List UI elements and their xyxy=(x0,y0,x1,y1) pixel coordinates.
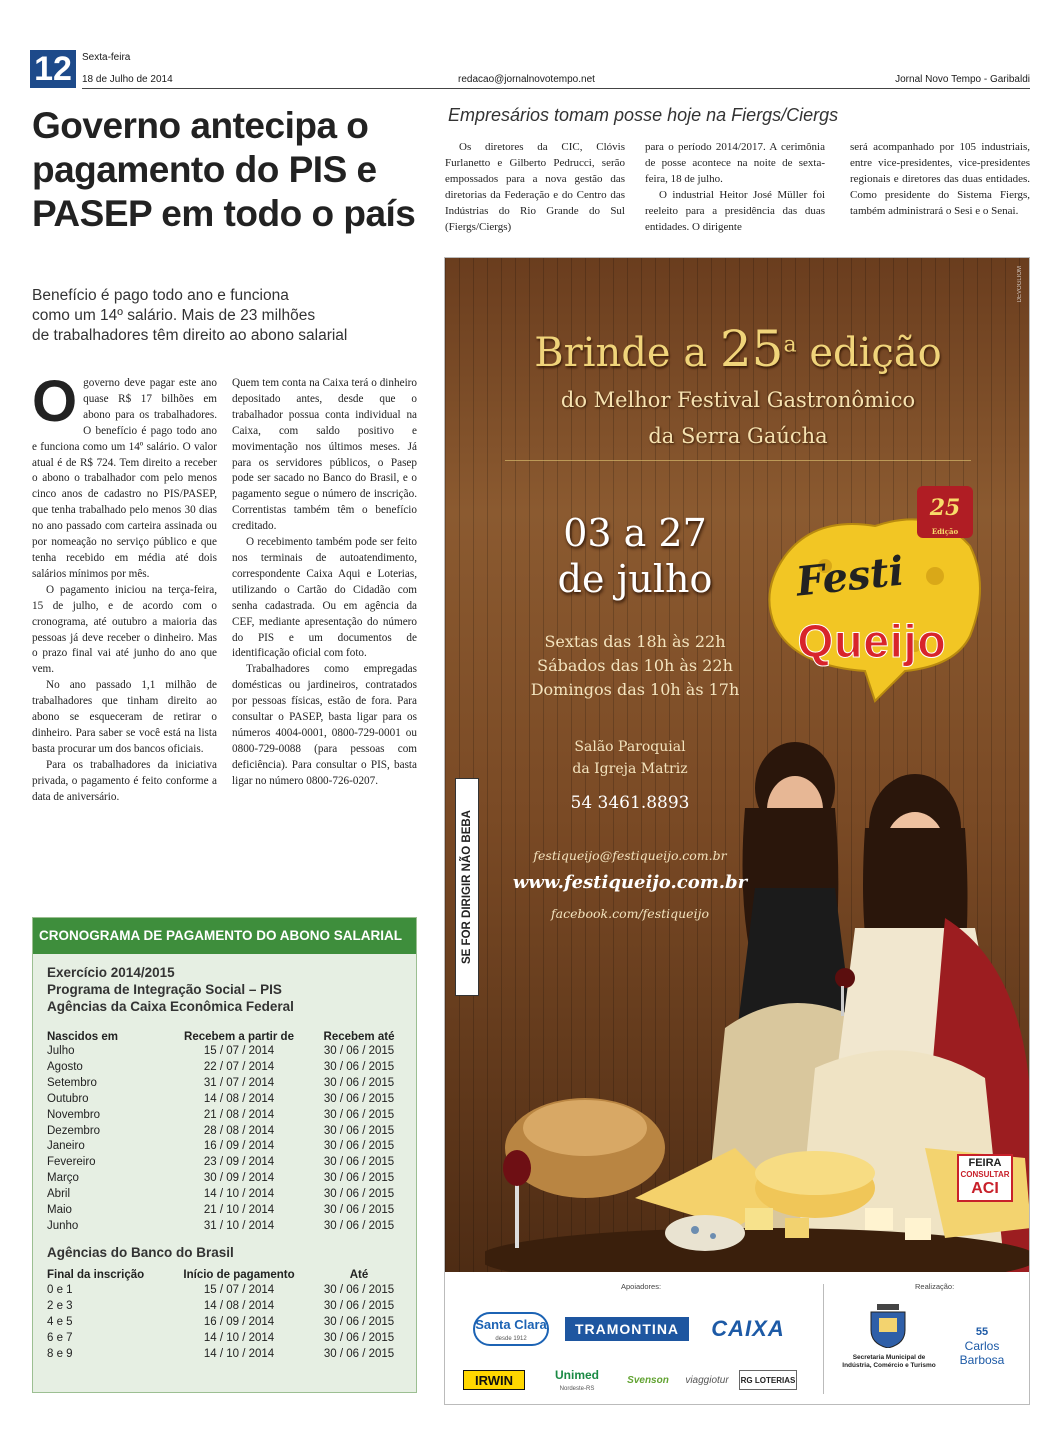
column-header: Nascidos em xyxy=(47,1030,118,1043)
table-row xyxy=(47,1155,409,1171)
ad-dates-line: de julho xyxy=(557,557,713,601)
table-cell: Dezembro xyxy=(47,1124,101,1137)
article-paragraph: Quem tem conta na Caixa terá o dinheiro depositado antes, desde que o trabalhador possua conta individual na Caixa, com saldo positivo e movimentação nos últimos meses. Já para os servidores públicos, o Pasep pode ser sacado no Banco do Brasil, e o pagamento segue o número de inscrição. Correntistas também têm o benefício creditado. xyxy=(232,377,417,533)
ad-credit: DEVOGLIOM xyxy=(1017,266,1023,303)
edition-badge xyxy=(917,486,973,538)
ad-hours-line: Sextas das 18h às 22h xyxy=(544,632,726,651)
feira-seal-text: FEIRA xyxy=(968,1157,1002,1169)
feira-seal xyxy=(957,1154,1013,1202)
pis-table xyxy=(47,1029,409,1235)
ad-subheadline xyxy=(445,382,1030,454)
article-paragraph: No ano passado 1,1 milhão de trabalhadores que tinham direito ao abono se esqueceram de retirar o dinheiro. Para saber se você está na lista basta procurar um dos bancos oficiais. xyxy=(32,679,217,755)
table-cell: 23 / 09 / 2014 xyxy=(203,1156,275,1169)
ad-website[interactable]: www.festiqueijo.com.br xyxy=(512,872,748,893)
header-date: 18 de Julho de 2014 xyxy=(82,74,173,85)
schedule-subtitle: Agências da Caixa Econômica Federal xyxy=(47,999,294,1014)
secretaria-line: Indústria, Comércio e Turismo xyxy=(842,1362,936,1369)
header-weekday: Sexta-feira xyxy=(82,52,131,63)
unimed-logo xyxy=(539,1368,615,1394)
deck-line: Benefício é pago todo ano e funciona xyxy=(32,287,289,304)
ad-venue xyxy=(495,736,765,780)
table-cell: Junho xyxy=(47,1219,79,1232)
table-cell: 15 / 07 / 2014 xyxy=(203,1283,275,1296)
table-cell: Agosto xyxy=(47,1060,83,1073)
side-article-column-2 xyxy=(645,139,825,236)
article-column-1 xyxy=(32,369,217,805)
drop-cap: O xyxy=(32,369,78,434)
article-paragraph: Os diretores da CIC, Clóvis Furlanetto e Gilberto Pedrucci, serão empossados para a nova gestão das diretorias da Federação e do Centro das Indústrias do Rio Grande do Sul (Fiergs/Ciergs) xyxy=(445,141,625,234)
table-cell: 31 / 07 / 2014 xyxy=(203,1076,275,1089)
page-number: 12 xyxy=(30,50,76,88)
sponsors-divider xyxy=(823,1284,824,1394)
santa-clara-logo xyxy=(473,1312,549,1346)
edition-badge-label: Edição xyxy=(931,527,959,536)
table-cell: 15 / 07 / 2014 xyxy=(203,1045,275,1057)
table-cell: 22 / 07 / 2014 xyxy=(203,1060,275,1073)
ad-hours-line: Domingos das 10h às 17h xyxy=(530,680,740,699)
article-paragraph: será acompanhado por 105 industriais, entre vice-presidentes, vice-presidentes regionais e diretores das duas entidades. Como presidente do Sistema Fiergs, também administrará o Sesi e o Senai. xyxy=(850,141,1030,218)
logo-text: Carlos Barbosa xyxy=(959,1339,1005,1367)
table-cell: 14 / 08 / 2014 xyxy=(203,1299,275,1312)
table-cell: 14 / 10 / 2014 xyxy=(203,1347,275,1360)
ad-dates xyxy=(505,510,765,602)
festiqueijo-advertisement[interactable] xyxy=(444,257,1030,1405)
rg-loterias-logo: RG LOTERIAS xyxy=(739,1370,797,1390)
article-paragraph xyxy=(32,369,217,583)
ad-venue-line: da Igreja Matriz xyxy=(572,761,688,777)
schedule-subtitle: Exercício 2014/2015 xyxy=(47,965,175,980)
article-paragraph: Para os trabalhadores da iniciativa privada, o pagamento é feito conforme a data de aniversário. xyxy=(32,758,217,803)
table-cell: 30 / 06 / 2015 xyxy=(323,1315,395,1328)
table-row xyxy=(47,1331,409,1347)
drink-drive-warning xyxy=(455,778,479,996)
table-row xyxy=(47,1283,409,1299)
ad-facebook[interactable]: facebook.com/festiqueijo xyxy=(551,906,709,921)
table-row xyxy=(47,1124,409,1140)
side-article-column-3 xyxy=(850,139,1030,219)
table-cell: 31 / 10 / 2014 xyxy=(203,1219,275,1232)
table-cell: Maio xyxy=(47,1204,72,1217)
secretaria-line: Secretaria Municipal de xyxy=(852,1354,926,1361)
table-cell: 0 e 1 xyxy=(47,1283,73,1296)
table-cell: 16 / 09 / 2014 xyxy=(203,1140,275,1153)
ad-hours xyxy=(475,630,795,702)
table-cell: 21 / 08 / 2014 xyxy=(203,1108,275,1121)
page-header xyxy=(30,46,1030,90)
svenson-logo: Svenson xyxy=(627,1375,669,1386)
headline-line: pagamento do PIS e xyxy=(32,149,377,190)
realizacao-label: Realização: xyxy=(915,1282,955,1291)
table-cell: 30 / 06 / 2015 xyxy=(323,1299,395,1312)
main-headline xyxy=(32,104,427,236)
table-cell: 21 / 10 / 2014 xyxy=(203,1204,275,1217)
irwin-logo: IRWIN xyxy=(463,1370,525,1390)
table-row xyxy=(47,1203,409,1219)
table-cell: 2 e 3 xyxy=(47,1299,73,1312)
municipal-crest-icon xyxy=(867,1302,909,1348)
table-cell: Março xyxy=(47,1172,79,1185)
column-header: Final da inscrição xyxy=(47,1269,145,1282)
paragraph-text: governo deve pagar este ano quase R$ 17 bilhões em abono para os trabalhadores. O benefício é pago todo ano e funciona como um 14º salário. O valor atual é de R$ 724. Tem direito a receber o abono o trabalhador com pelo menos cinco anos de cadastro no PIS/PASEP, que tenha trabalhado pelo menos 30 dias no ano passado com carteira assinada ou por nomeação no serviço público e que tenha recebido em média até dois salários mínimos por mês. xyxy=(32,377,217,580)
schedule-subtitle: Programa de Integração Social – PIS xyxy=(47,982,282,997)
logo-text: Santa Clara xyxy=(475,1317,547,1332)
table-cell: Setembro xyxy=(47,1076,97,1089)
table-cell: 30 / 06 / 2015 xyxy=(323,1283,395,1296)
ad-phone: 54 3461.8893 xyxy=(570,793,690,813)
article-paragraph: Trabalhadores como empregadas domésticas ou jardineiros, contratados por pessoas físicas, estão de fora. Para consultar o PASEP, basta ligar para os números 4004-0001, 0800-729-0001 ou 0800-729-0088 (para pessoas com deficiência). Para consultar o PIS, basta ligar no número 0800-726-0207. xyxy=(232,663,417,787)
table-cell: Janeiro xyxy=(47,1140,85,1153)
table-cell: 30 / 06 / 2015 xyxy=(323,1204,395,1217)
column-header: Recebem até xyxy=(323,1030,395,1043)
ad-headline-text: edição xyxy=(796,330,942,376)
logo-subtext: desde 1912 xyxy=(495,1336,527,1342)
ad-dates-line: 03 a 27 xyxy=(563,511,707,555)
schedule-title: CRONOGRAMA DE PAGAMENTO DO ABONO SALARIAL xyxy=(33,918,416,954)
header-email[interactable]: redacao@jornalnovotempo.net xyxy=(458,74,595,85)
table-cell: 30 / 06 / 2015 xyxy=(323,1188,395,1201)
logo-subtext: Nordeste-RS xyxy=(559,1386,595,1392)
table-row xyxy=(47,1219,409,1235)
carlos-barbosa-logo xyxy=(943,1324,1021,1367)
logo-queijo-text: Queijo xyxy=(797,615,947,667)
table-cell: Abril xyxy=(47,1188,71,1201)
article-paragraph: O recebimento também pode ser feito nos terminais de autoatendimento, correspondente Caixa Aqui e Loterias, utilizando o Cartão do Cidadão com senha cadastrada. Ou em agência da CEF, mediante apresentação do número do PIS e um documentos de identificação oficial com foto. xyxy=(232,536,417,660)
column-header: Início de pagamento xyxy=(183,1269,295,1282)
table-cell: 30 / 06 / 2015 xyxy=(323,1219,395,1232)
cheese-and-bread-illustration xyxy=(485,1058,1030,1272)
ad-headline-text: Brinde a xyxy=(534,330,720,376)
table-cell: 30 / 06 / 2015 xyxy=(323,1124,395,1137)
table-cell: 28 / 08 / 2014 xyxy=(203,1124,275,1137)
table-row xyxy=(47,1139,409,1155)
article-column-2 xyxy=(232,376,417,790)
logo-festi-text: Festi xyxy=(793,547,907,606)
table-row xyxy=(47,1315,409,1331)
schedule-box xyxy=(32,917,417,1393)
table-cell: 14 / 10 / 2014 xyxy=(203,1331,275,1344)
ad-edition-number: 25 xyxy=(719,320,784,378)
table-row xyxy=(47,1171,409,1187)
table-cell: 6 e 7 xyxy=(47,1331,73,1344)
ad-subheadline-line: do Melhor Festival Gastronômico xyxy=(560,388,916,412)
tramontina-logo: TRAMONTINA xyxy=(565,1317,689,1341)
warning-text: SE FOR DIRIGIR NÃO BEBA xyxy=(461,810,473,964)
side-article-column-1 xyxy=(445,139,625,236)
table-cell: 30 / 06 / 2015 xyxy=(323,1172,395,1185)
headline-line: Governo antecipa o xyxy=(32,105,369,146)
table-cell: 30 / 06 / 2015 xyxy=(323,1156,395,1169)
table-cell: 4 e 5 xyxy=(47,1315,73,1328)
column-header: Até xyxy=(349,1269,369,1282)
sponsors-strip xyxy=(445,1272,1030,1405)
header-publication: Jornal Novo Tempo - Garibaldi xyxy=(895,74,1030,85)
table-cell: 8 e 9 xyxy=(47,1347,73,1360)
table-row xyxy=(47,1092,409,1108)
table-header-row xyxy=(47,1029,409,1044)
table-row xyxy=(47,1347,409,1363)
side-article-title: Empresários tomam posse hoje na Fiergs/Ciergs xyxy=(448,105,839,125)
feira-seal-text: ACI xyxy=(971,1180,999,1197)
column-header: Recebem a partir de xyxy=(184,1030,294,1043)
logo-text: Unimed xyxy=(554,1368,599,1382)
table-cell: Julho xyxy=(47,1045,75,1057)
article-paragraph: O industrial Heitor José Müller foi reeleito para a presidência das duas entidades. O dirigente xyxy=(645,189,825,234)
table-row xyxy=(47,1299,409,1315)
table-cell: 16 / 09 / 2014 xyxy=(203,1315,275,1328)
table-row xyxy=(47,1044,409,1060)
table-cell: 30 / 06 / 2015 xyxy=(323,1347,395,1360)
secretaria-label xyxy=(839,1354,939,1370)
deck-line: como um 14º salário. Mais de 23 milhões xyxy=(32,307,316,324)
table-cell: 30 / 06 / 2015 xyxy=(323,1092,395,1105)
ad-headline xyxy=(445,320,1030,378)
bb-title: Agências do Banco do Brasil xyxy=(47,1244,234,1260)
table-cell: 30 / 06 / 2015 xyxy=(323,1108,395,1121)
headline-line: PASEP em todo o país xyxy=(32,193,416,234)
table-cell: 30 / 06 / 2015 xyxy=(323,1076,395,1089)
apoiadores-label: Apoiadores: xyxy=(621,1282,662,1291)
deck-line: de trabalhadores têm direito ao abono salarial xyxy=(32,327,348,344)
edition-badge-number: 25 xyxy=(929,495,961,521)
ad-divider xyxy=(505,460,971,461)
bb-table xyxy=(47,1268,409,1363)
header-rule xyxy=(82,88,1030,89)
table-row xyxy=(47,1060,409,1076)
table-cell: 14 / 08 / 2014 xyxy=(203,1092,275,1105)
table-cell: 30 / 06 / 2015 xyxy=(323,1045,395,1057)
article-paragraph: para o período 2014/2017. A cerimônia de posse acontece na noite de sexta-feira, 18 de julho. xyxy=(645,141,825,186)
ad-email[interactable]: festiqueijo@festiqueijo.com.br xyxy=(533,848,727,863)
article-paragraph: O pagamento iniciou na terça-feira, 15 de julho, e de acordo com o cronograma, até outubro a maioria das pessoas já deve receber o dinheiro. Mas o prazo final vai até junho do ano que vem. xyxy=(32,583,217,676)
table-cell: 30 / 06 / 2015 xyxy=(323,1140,395,1153)
ad-venue-line: Salão Paroquial xyxy=(574,739,686,755)
table-cell: 30 / 06 / 2015 xyxy=(323,1060,395,1073)
table-cell: 14 / 10 / 2014 xyxy=(203,1188,275,1201)
table-cell: Novembro xyxy=(47,1108,101,1121)
table-cell: Outubro xyxy=(47,1092,89,1105)
caixa-logo: CAIXA xyxy=(711,1316,785,1341)
table-row xyxy=(47,1187,409,1203)
ad-subheadline-line: da Serra Gaúcha xyxy=(648,424,828,448)
table-cell: Fevereiro xyxy=(47,1156,96,1169)
logo-text: 55 xyxy=(975,1326,989,1338)
table-cell: 30 / 09 / 2014 xyxy=(203,1172,275,1185)
viaggiotur-logo: viaggiotur xyxy=(685,1375,729,1386)
feira-seal-text: CONSULTAR xyxy=(960,1170,1010,1179)
ad-hours-line: Sábados das 10h às 22h xyxy=(537,656,733,675)
ad-edition-sup: a xyxy=(783,332,797,358)
table-row xyxy=(47,1076,409,1092)
table-cell: 30 / 06 / 2015 xyxy=(323,1331,395,1344)
table-row xyxy=(47,1108,409,1124)
table-header-row xyxy=(47,1268,409,1283)
main-deck xyxy=(32,286,427,346)
